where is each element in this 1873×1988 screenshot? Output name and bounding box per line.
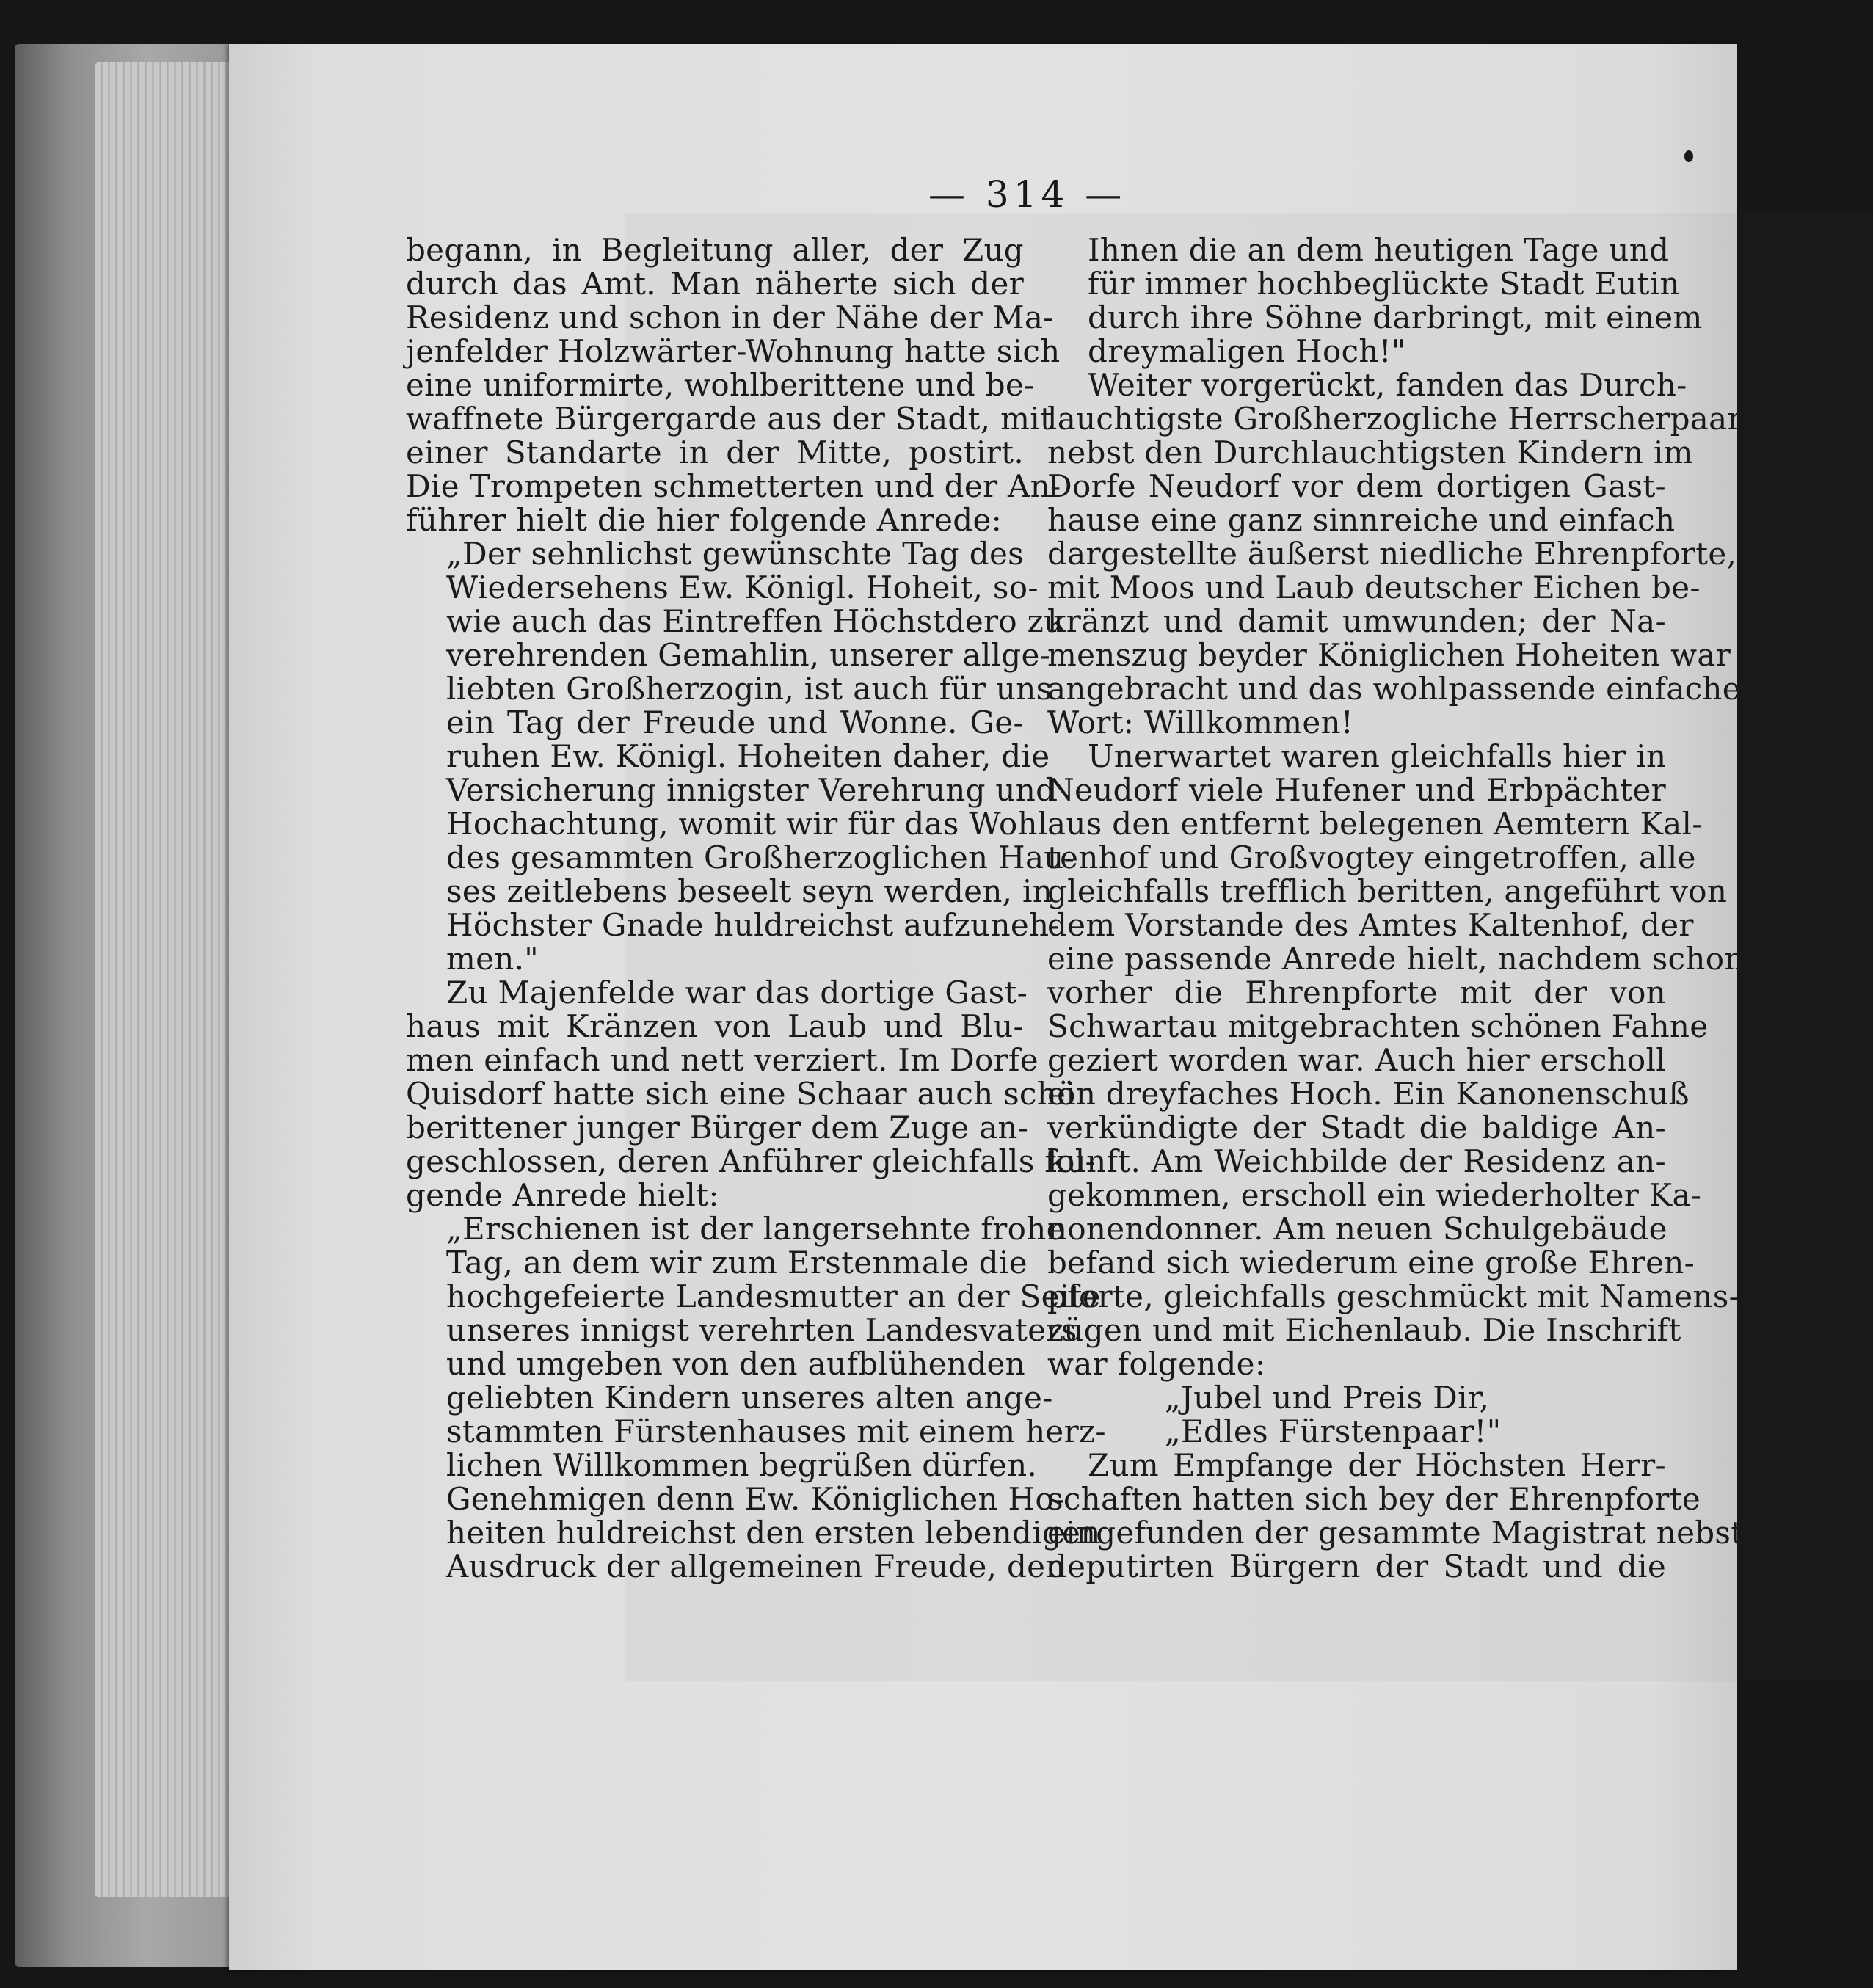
text-line: dreymaligen Hoch!" (1088, 333, 1406, 369)
text-line: aus den entfernt belegenen Aemtern Kal- (1047, 806, 1703, 842)
text-line: durch ihre Söhne darbringt, mit einem (1088, 299, 1703, 335)
text-line: ein Tag der Freude und Wonne. Ge- (446, 704, 1024, 740)
text-line: hause eine ganz sinnreiche und einfach (1047, 502, 1676, 538)
text-line: waffnete Bürgergarde aus der Stadt, mit (406, 401, 1053, 437)
text-line: dem Vorstande des Amtes Kaltenhof, der (1047, 907, 1694, 943)
text-line: für immer hochbeglückte Stadt Eutin (1088, 266, 1680, 302)
text-line: gleichfalls trefflich beritten, angeführt von (1047, 873, 1728, 909)
text-line: nonendonner. Am neuen Schulgebäude (1047, 1211, 1667, 1247)
text-line: Dorfe Neudorf vor dem dortigen Gast- (1047, 468, 1666, 504)
text-line: lauchtigste Großherzogliche Herrscherpaar (1047, 401, 1742, 437)
text-line: mit Moos und Laub deutscher Eichen be- (1047, 569, 1701, 605)
text-line: „Der sehnlichst gewünschte Tag des (446, 536, 1024, 572)
text-line: kränzt und damit umwunden; der Na- (1047, 603, 1666, 639)
text-line: Die Trompeten schmetterten und der An- (406, 468, 1061, 504)
page-edges (95, 62, 242, 1897)
text-line: Genehmigen denn Ew. Königlichen Ho- (446, 1481, 1065, 1517)
text-line: ein dreyfaches Hoch. Ein Kanonenschuß (1047, 1076, 1690, 1112)
text-line: menszug beyder Königlichen Hoheiten war (1047, 637, 1731, 673)
text-line: heiten huldreichst den ersten lebendigen (446, 1515, 1101, 1551)
text-line: zügen und mit Eichenlaub. Die Inschrift (1047, 1312, 1681, 1348)
text-line: Wort: Willkommen! (1047, 704, 1354, 740)
text-line: Quisdorf hatte sich eine Schaar auch schön (406, 1076, 1096, 1112)
text-line: men." (446, 941, 539, 977)
text-line: Ausdruck der allgemeinen Freude, den (446, 1548, 1066, 1584)
text-line: Tag, an dem wir zum Erstenmale die (446, 1245, 1028, 1281)
text-line: pforte, gleichfalls geschmückt mit Namens- (1047, 1278, 1740, 1314)
text-line: nebst den Durchlauchtigsten Kindern im (1047, 434, 1693, 470)
text-line: deputirten Bürgern der Stadt und die (1047, 1548, 1666, 1584)
text-line: befand sich wiederum eine große Ehren- (1047, 1245, 1695, 1281)
left-text-column (406, 232, 1106, 1584)
text-line: jenfelder Holzwärter-Wohnung hatte sich (406, 333, 1061, 369)
text-line: schaften hatten sich bey der Ehrenpforte (1047, 1481, 1701, 1517)
text-line: haus mit Kränzen von Laub und Blu- (406, 1008, 1024, 1044)
text-line: verkündigte der Stadt die baldige An- (1047, 1110, 1666, 1146)
text-line: eingefunden der gesammte Magistrat nebst (1047, 1515, 1744, 1551)
text-line: Versicherung innigster Verehrung und (446, 772, 1056, 808)
text-line: Schwartau mitgebrachten schönen Fahne (1047, 1008, 1709, 1044)
text-line: verehrenden Gemahlin, unserer allge- (446, 637, 1051, 673)
text-line: Ihnen die an dem heutigen Tage und (1088, 232, 1670, 268)
text-line: gende Anrede hielt: (406, 1177, 719, 1213)
page-number: — 314 — (928, 173, 1127, 216)
text-line: wie auch das Eintreffen Höchstdero zu (446, 603, 1064, 639)
text-line: Zum Empfange der Höchsten Herr- (1088, 1447, 1666, 1483)
text-line: führer hielt die hier folgende Anrede: (406, 502, 1003, 538)
text-line: geliebten Kindern unseres alten ange- (446, 1380, 1053, 1416)
text-line: dargestellte äußerst niedliche Ehrenpforte, (1047, 536, 1737, 572)
text-line: Zu Majenfelde war das dortige Gast- (446, 975, 1028, 1011)
text-line: Höchster Gnade huldreichst aufzuneh- (446, 907, 1060, 943)
text-line: „Jubel und Preis Dir, (1165, 1380, 1490, 1416)
text-line: vorher die Ehrenpforte mit der von (1047, 975, 1666, 1011)
text-line: tenhof und Großvogtey eingetroffen, alle (1047, 840, 1696, 875)
text-line: einer Standarte in der Mitte, postirt. (406, 434, 1024, 470)
text-line: men einfach und nett verziert. Im Dorfe (406, 1042, 1039, 1078)
text-line: ruhen Ew. Königl. Hoheiten daher, die (446, 738, 1050, 774)
text-line: gekommen, erscholl ein wiederholter Ka- (1047, 1177, 1702, 1213)
text-line: geschlossen, deren Anführer gleichfalls fol- (406, 1143, 1096, 1179)
text-line: des gesammten Großherzoglichen Hau- (446, 840, 1075, 875)
text-line: angebracht und das wohlpassende einfache (1047, 671, 1741, 707)
text-line: unseres innigst verehrten Landesvaters (446, 1312, 1077, 1348)
ink-speck (1684, 150, 1693, 162)
text-line: liebten Großherzogin, ist auch für uns (446, 671, 1052, 707)
text-line: kunft. Am Weichbilde der Residenz an- (1047, 1143, 1666, 1179)
text-line: und umgeben von den aufblühenden (446, 1346, 1025, 1382)
text-line: eine passende Anrede hielt, nachdem schon (1047, 941, 1745, 977)
text-line: Hochachtung, womit wir für das Wohl (446, 806, 1048, 842)
text-line: Unerwartet waren gleichfalls hier in (1088, 738, 1667, 774)
text-line: hochgefeierte Landesmutter an der Seite (446, 1278, 1101, 1314)
text-line: begann, in Begleitung aller, der Zug (406, 232, 1024, 268)
text-line: stammten Fürstenhauses mit einem herz- (446, 1413, 1106, 1449)
text-line: „Edles Fürstenpaar!" (1165, 1413, 1502, 1449)
right-text-column (1047, 232, 1745, 1584)
text-line: eine uniformirte, wohlberittene und be- (406, 367, 1035, 403)
text-line: ses zeitlebens beseelt seyn werden, in (446, 873, 1053, 909)
text-line: berittener junger Bürger dem Zuge an- (406, 1110, 1029, 1146)
text-line: lichen Willkommen begrüßen dürfen. (446, 1447, 1038, 1483)
text-line: war folgende: (1047, 1346, 1266, 1382)
text-line: geziert worden war. Auch hier erscholl (1047, 1042, 1666, 1078)
text-line: Neudorf viele Hufener und Erbpächter (1047, 772, 1666, 808)
text-line: Weiter vorgerückt, fanden das Durch- (1088, 367, 1687, 403)
text-line: durch das Amt. Man näherte sich der (406, 266, 1024, 302)
text-line: Wiedersehens Ew. Königl. Hoheit, so- (446, 569, 1039, 605)
text-line: Residenz und schon in der Nähe der Ma- (406, 299, 1054, 335)
text-line: „Erschienen ist der langersehnte frohe (446, 1211, 1065, 1247)
